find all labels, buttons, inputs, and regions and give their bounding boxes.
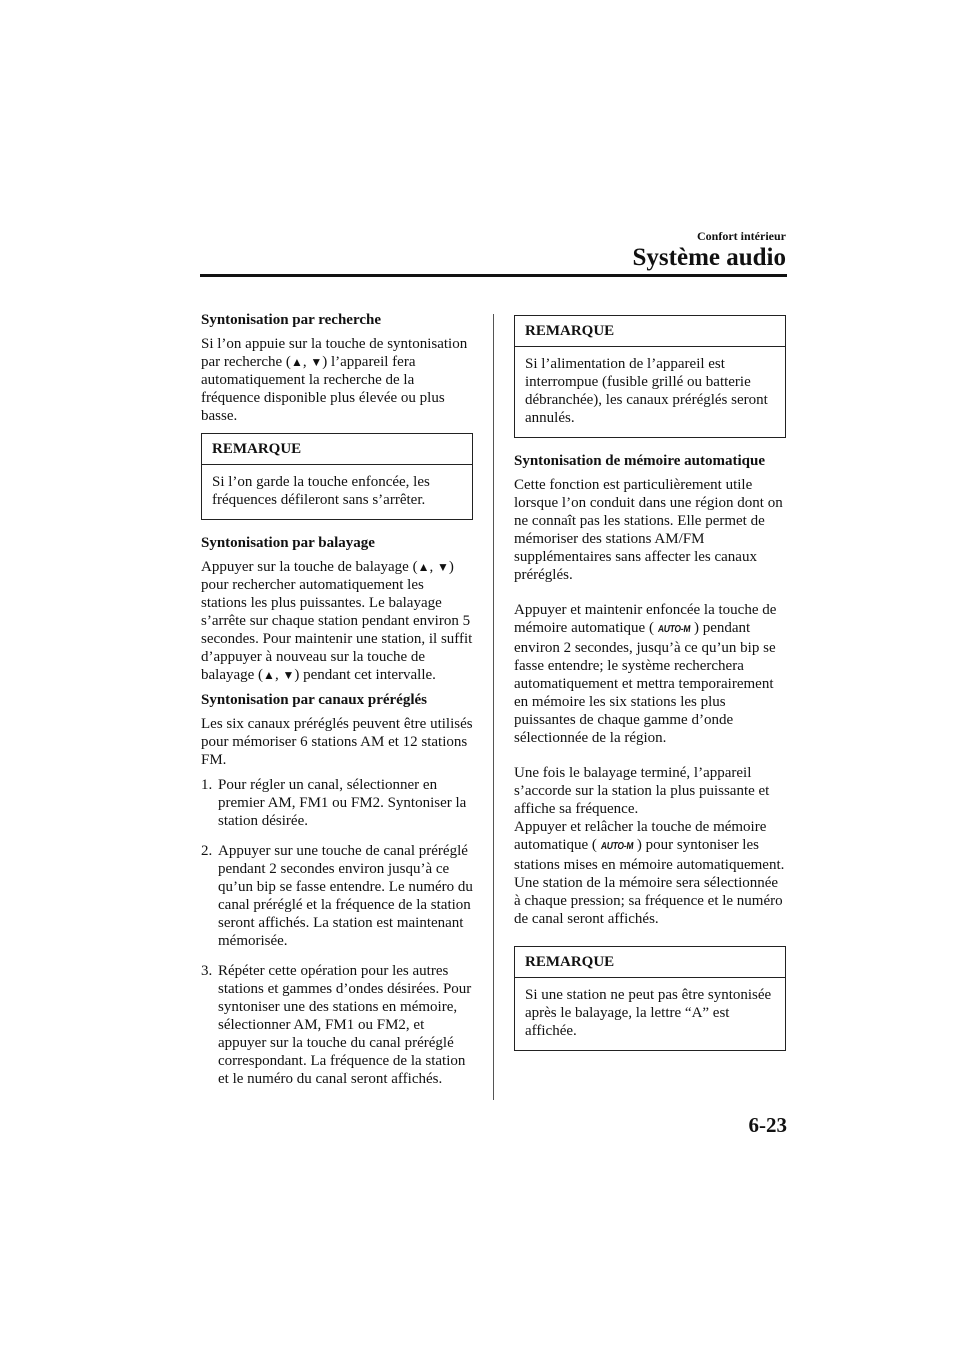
note-text: Si l’alimentation de l’appareil est interrompue (fusible grillé ou batterie débranchée), les canaux préréglés seront annulés. (525, 356, 768, 426)
auto-memory-para-2 (514, 601, 786, 747)
scan-tuning-text (201, 558, 473, 684)
list-item (201, 842, 473, 950)
preset-steps-list (201, 776, 473, 1088)
para-2-text-a: Appuyer et maintenir enfoncée la touche de mémoire automatique ( (514, 602, 777, 636)
note-text: Si une station ne peut pas être syntonisée après le balayage, la lettre “A” est affichée. (525, 987, 772, 1039)
step-text: Appuyer sur une touche de canal préréglé pendant 2 secondes environ jusqu’à ce qu’un bip se fasse entendre. Le numéro du canal préréglé et la fréquence de la station seront affichés. La station est maintenant mémorisée. (218, 843, 473, 949)
preset-tuning-heading: Syntonisation par canaux préréglés (201, 692, 427, 708)
scan-tuning-heading: Syntonisation par balayage (201, 535, 375, 551)
step-number: 2. (201, 843, 213, 859)
para-3-text-a: Une fois le balayage terminé, l’appareil s’accorde sur la station la plus puissante et affiche sa fréquence. (514, 765, 770, 817)
seek-tuning-heading: Syntonisation par recherche (201, 312, 382, 328)
note-title: REMARQUE (515, 947, 785, 978)
scan-text-3: ) pour rechercher automatiquement les stations les plus puissantes. Le balayage s’arrête sur chaque station pendant environ 5 secondes. Pour maintenir une station, il suffit d’appuyer à nouveau sur la touche de balayage ( (201, 559, 473, 683)
list-item (201, 962, 473, 1088)
header-divider (200, 274, 787, 277)
para-3-text-b: Appuyer et relâcher la touche de mémoire automatique ( (514, 819, 767, 853)
left-column (201, 311, 473, 1100)
scan-text-1: Appuyer sur la touche de balayage ( (201, 559, 418, 575)
up-arrow-icon: ▲ (263, 668, 275, 682)
auto-memory-para-1: Cette fonction est particulièrement utile lorsque l’on conduit dans une région dont on ne connaît pas les stations. Elle permet de mémoriser des stations AM/FM supplémentaires sans affecter les canaux préréglés. (514, 477, 783, 583)
step-number: 3. (201, 963, 213, 979)
page-title: Système audio (632, 244, 786, 271)
down-arrow-icon: ▼ (282, 668, 295, 682)
down-arrow-icon: ▼ (310, 355, 323, 369)
note-title: REMARQUE (202, 434, 472, 465)
column-divider (493, 314, 494, 1100)
note-box (514, 946, 786, 1051)
section-label: Confort intérieur (697, 229, 786, 243)
note-box (514, 315, 786, 438)
scan-text-5: ) pendant cet intervalle. (294, 667, 436, 683)
step-text: Pour régler un canal, sélectionner en premier AM, FM1 ou FM2. Syntoniser la station désirée. (218, 777, 467, 829)
step-text: Répéter cette opération pour les autres stations et gammes d’ondes désirées. Pour syntoniser une des stations en mémoire, sélectionner AM, FM1 ou FM2, et appuyer sur la touche du canal préréglé correspondant. La fréquence de la station et le numéro du canal seront affichés. (218, 963, 472, 1087)
right-column (514, 315, 786, 1065)
up-arrow-icon: ▲ (417, 560, 430, 574)
preset-tuning-intro: Les six canaux préréglés peuvent être utilisés pour mémoriser 6 stations AM et 12 stations FM. (201, 716, 473, 768)
para-3-text-c: ) pour syntoniser les stations mises en mémoire automatiquement. Une station de la mémoire sera sélectionnée à chaque pression; sa fréquence et le numéro de canal seront affichés. (514, 837, 785, 927)
down-arrow-icon: ▼ (436, 560, 449, 574)
para-2-text-b: ) pendant environ 2 secondes, jusqu’à ce qu’un bip se fasse entendre; le système recherchera automatiquement et mettra temporairement en mémoire les six stations les plus puissantes de chaque gamme d’onde sélectionnée de la région. (514, 620, 776, 746)
note-box (201, 433, 473, 520)
seek-text-2: , (302, 354, 311, 370)
auto-memory-para-3 (514, 764, 786, 928)
page-number: 6-23 (748, 1113, 787, 1137)
scan-text-2: , (429, 559, 437, 575)
seek-text-3: ) l’appareil fera automatiquement la recherche de la fréquence disponible plus élevée ou plus basse. (201, 354, 445, 424)
up-arrow-icon: ▲ (290, 355, 303, 369)
seek-text-1: Si l’on appuie sur la touche de syntonisation par recherche ( (201, 336, 468, 370)
scan-text-4: , (274, 667, 283, 683)
auto-memory-heading: Syntonisation de mémoire automatique (514, 453, 765, 469)
list-item (201, 776, 473, 830)
note-title: REMARQUE (515, 316, 785, 347)
auto-m-icon: AUTO-M (657, 624, 691, 635)
note-text: Si l’on garde la touche enfoncée, les fréquences défileront sans s’arrêter. (212, 474, 430, 508)
auto-m-icon: AUTO-M (600, 841, 634, 852)
step-number: 1. (201, 777, 213, 793)
seek-tuning-text (201, 335, 473, 425)
